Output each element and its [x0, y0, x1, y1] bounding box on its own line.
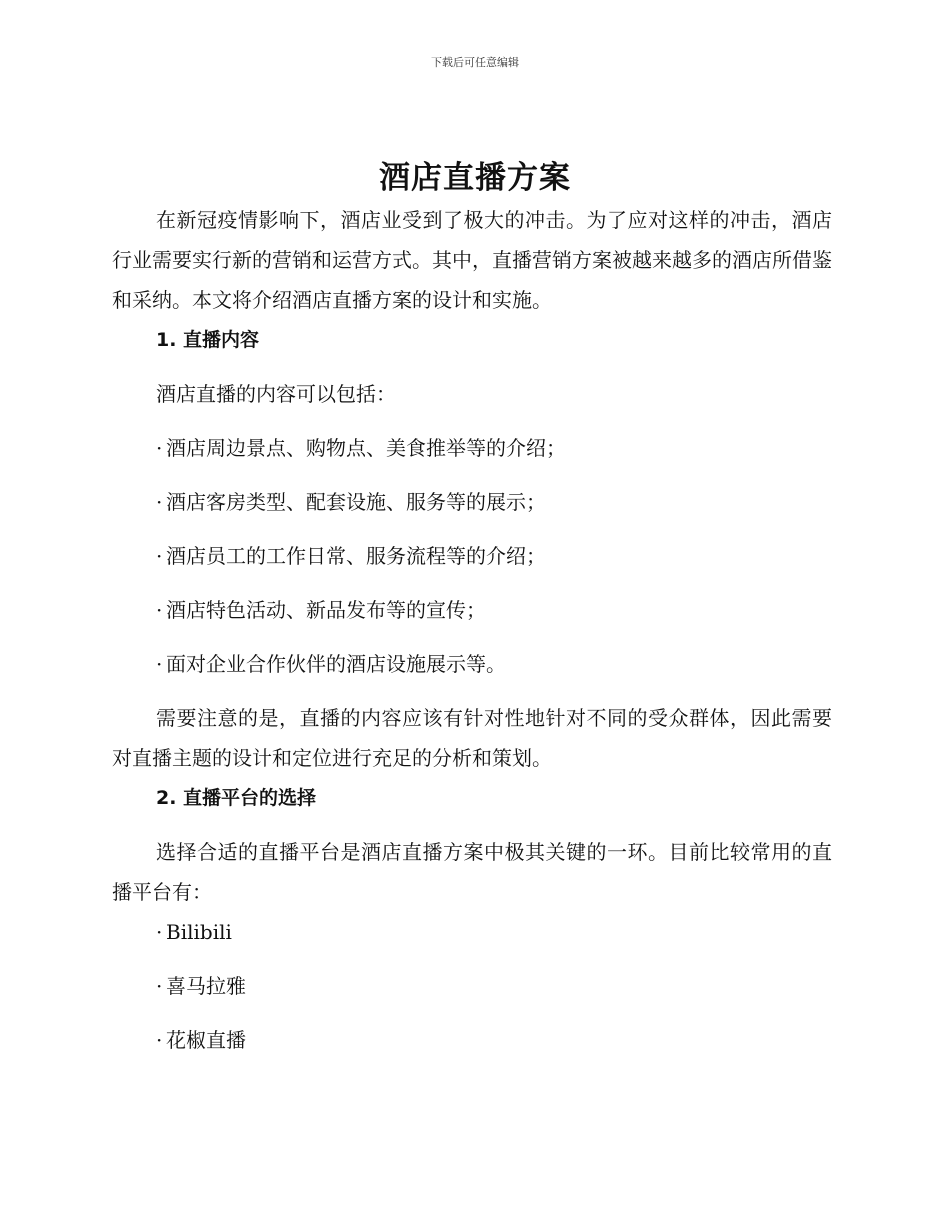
section-2-heading: 2. 直播平台的选择 [156, 787, 317, 809]
intro-paragraph: 在新冠疫情影响下，酒店业受到了极大的冲击。为了应对这样的冲击，酒店行业需要实行新的营销和运营方式。其中，直播营销方案被越来越多的酒店所借鉴和采纳。本文将介绍酒店直播方案的设计和实施。 [112, 208, 832, 312]
section-1-heading: 1. 直播内容 [156, 329, 260, 351]
bullet-dot-icon: · [156, 490, 163, 514]
header-note: 下载后可任意编辑 [431, 56, 519, 69]
bullet-item [156, 966, 832, 1006]
document-body [112, 200, 832, 1074]
bullet-item [156, 912, 832, 952]
section-1-lead: 酒店直播的内容可以包括： [156, 382, 396, 406]
bullet-dot-icon: · [156, 1028, 163, 1052]
bullet-dot-icon: · [156, 920, 163, 944]
bullet-item [156, 1020, 832, 1060]
bullet-text: 酒店周边景点、购物点、美食推举等的介绍； [166, 436, 566, 460]
bullet-item [156, 536, 832, 576]
bullet-text: 喜马拉雅 [166, 974, 246, 998]
bullet-text: Bilibili [166, 920, 232, 944]
bullet-item [156, 644, 832, 684]
bullet-text: 酒店员工的工作日常、服务流程等的介绍； [166, 544, 546, 568]
bullet-text: 酒店特色活动、新品发布等的宣传； [166, 598, 486, 622]
bullet-dot-icon: · [156, 436, 163, 460]
bullet-dot-icon: · [156, 544, 163, 568]
bullet-dot-icon: · [156, 598, 163, 622]
bullet-dot-icon: · [156, 974, 163, 998]
bullet-item [156, 482, 832, 522]
section-2-lead: 选择合适的直播平台是酒店直播方案中极其关键的一环。目前比较常用的直播平台有： [112, 840, 832, 904]
bullet-text: 面对企业合作伙伴的酒店设施展示等。 [166, 652, 506, 676]
bullet-item [156, 428, 832, 468]
bullet-dot-icon: · [156, 652, 163, 676]
bullet-item [156, 590, 832, 630]
section-1-note: 需要注意的是，直播的内容应该有针对性地针对不同的受众群体，因此需要对直播主题的设计和定位进行充足的分析和策划。 [112, 706, 832, 770]
bullet-text: 酒店客房类型、配套设施、服务等的展示； [166, 490, 546, 514]
bullet-text: 花椒直播 [166, 1028, 246, 1052]
document-title: 酒店直播方案 [379, 160, 571, 196]
